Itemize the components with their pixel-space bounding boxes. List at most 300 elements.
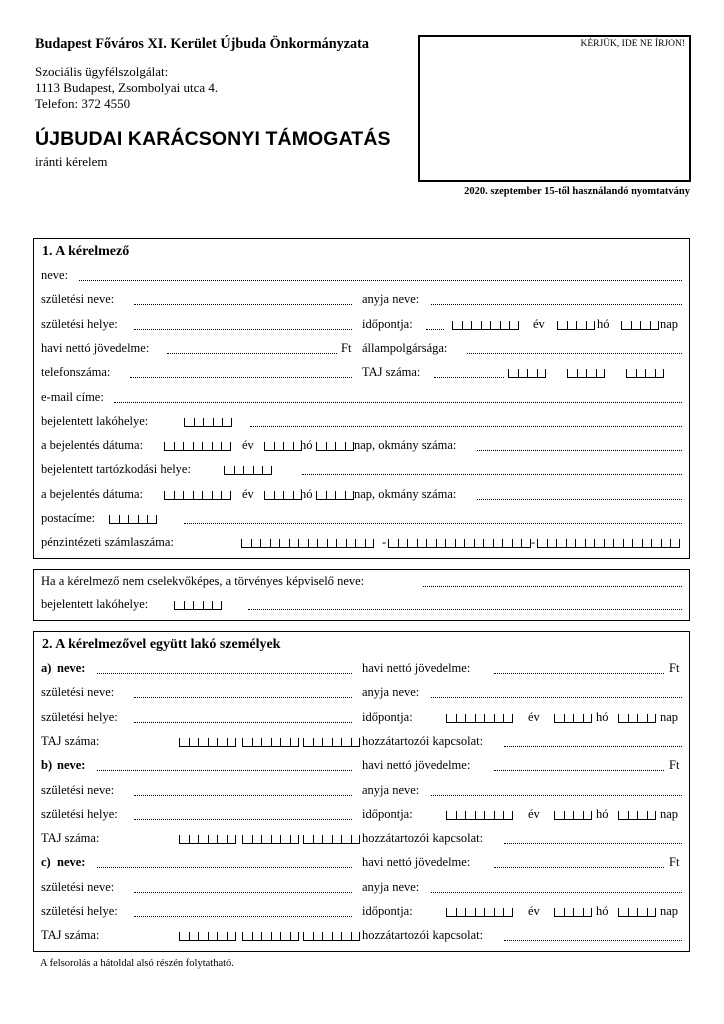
digit-box[interactable]	[283, 442, 293, 451]
digit-box[interactable]	[217, 738, 227, 747]
income-label: havi nettó jövedelme:	[362, 758, 471, 772]
digit-box[interactable]	[631, 321, 641, 330]
digit-box[interactable]	[227, 835, 237, 844]
digit-box[interactable]	[252, 738, 262, 747]
digit-box[interactable]	[475, 908, 485, 917]
year-boxes[interactable]	[446, 811, 513, 820]
income-field[interactable]	[494, 673, 664, 674]
postal-code-boxes[interactable]	[174, 601, 222, 610]
income-field[interactable]	[167, 353, 337, 354]
digit-box[interactable]	[308, 539, 318, 548]
separator-dash: -	[382, 535, 387, 549]
digit-box[interactable]	[271, 738, 281, 747]
digit-box[interactable]	[316, 491, 326, 500]
digit-box[interactable]	[436, 539, 446, 548]
digit-box[interactable]	[604, 539, 614, 548]
digit-box[interactable]	[567, 321, 577, 330]
digit-box[interactable]	[585, 539, 595, 548]
digit-box[interactable]	[494, 811, 504, 820]
digit-box[interactable]	[243, 466, 253, 475]
taj-dots[interactable]	[434, 377, 504, 378]
relation-field[interactable]	[504, 746, 682, 747]
digit-box[interactable]	[193, 491, 203, 500]
digit-box[interactable]	[336, 539, 346, 548]
digit-box[interactable]	[335, 491, 345, 500]
day-boxes[interactable]	[618, 714, 656, 723]
digit-box[interactable]	[270, 539, 280, 548]
digit-box[interactable]	[474, 539, 484, 548]
digit-box[interactable]	[193, 601, 203, 610]
digit-box[interactable]	[554, 908, 564, 917]
digit-box[interactable]	[417, 539, 427, 548]
digit-box[interactable]	[322, 835, 332, 844]
digit-box[interactable]	[164, 491, 174, 500]
month-label: hó	[597, 317, 610, 331]
digit-box[interactable]	[189, 835, 199, 844]
digit-box[interactable]	[475, 811, 485, 820]
postal-code-boxes[interactable]	[184, 418, 232, 427]
digit-box[interactable]	[109, 515, 119, 524]
digit-box[interactable]	[446, 811, 456, 820]
digit-box[interactable]	[341, 932, 351, 941]
digit-box[interactable]	[456, 714, 466, 723]
digit-box[interactable]	[345, 491, 355, 500]
month-boxes[interactable]	[264, 491, 302, 500]
digit-box[interactable]	[198, 835, 208, 844]
digit-box[interactable]	[647, 908, 657, 917]
digit-box[interactable]	[503, 908, 513, 917]
form-title: ÚJBUDAI KARÁCSONYI TÁMOGATÁS	[35, 128, 391, 150]
digit-box[interactable]	[465, 714, 475, 723]
digit-box[interactable]	[503, 811, 513, 820]
digit-box[interactable]	[193, 442, 203, 451]
digit-box[interactable]	[637, 811, 647, 820]
digit-box[interactable]	[583, 714, 593, 723]
digit-box[interactable]	[576, 321, 586, 330]
digit-box[interactable]	[554, 811, 564, 820]
citizenship-field[interactable]	[467, 353, 682, 354]
digit-box[interactable]	[317, 539, 327, 548]
digit-box[interactable]	[475, 714, 485, 723]
digit-box[interactable]	[484, 908, 494, 917]
digit-box[interactable]	[647, 811, 657, 820]
digit-box[interactable]	[313, 932, 323, 941]
postal-code-boxes[interactable]	[109, 515, 157, 524]
digit-box[interactable]	[645, 369, 655, 378]
residence-field[interactable]	[250, 426, 682, 427]
digit-box[interactable]	[573, 908, 583, 917]
digit-box[interactable]	[198, 932, 208, 941]
mother-name-field[interactable]	[431, 304, 682, 305]
digit-box[interactable]	[351, 932, 361, 941]
digit-box[interactable]	[464, 539, 474, 548]
digit-box[interactable]	[164, 442, 174, 451]
digit-box[interactable]	[326, 442, 336, 451]
digit-box[interactable]	[623, 539, 633, 548]
year-boxes[interactable]	[452, 321, 519, 330]
digit-box[interactable]	[452, 321, 462, 330]
digit-box[interactable]	[332, 932, 342, 941]
digit-box[interactable]	[503, 714, 513, 723]
digit-box[interactable]	[242, 738, 252, 747]
digit-box[interactable]	[564, 714, 574, 723]
digit-box[interactable]	[407, 539, 417, 548]
digit-box[interactable]	[290, 738, 300, 747]
digit-box[interactable]	[547, 539, 557, 548]
digit-box[interactable]	[313, 835, 323, 844]
digit-box[interactable]	[471, 321, 481, 330]
person-name-field[interactable]	[97, 867, 352, 868]
digit-box[interactable]	[184, 418, 194, 427]
digit-box[interactable]	[280, 932, 290, 941]
digit-box[interactable]	[465, 811, 475, 820]
digit-box[interactable]	[483, 539, 493, 548]
digit-box[interactable]	[274, 442, 284, 451]
digit-box[interactable]	[261, 738, 271, 747]
digit-box[interactable]	[577, 369, 587, 378]
taj-boxes-1[interactable]	[179, 738, 236, 747]
digit-box[interactable]	[456, 908, 466, 917]
digit-box[interactable]	[509, 321, 519, 330]
legal-rep-name-field[interactable]	[423, 586, 682, 587]
digit-box[interactable]	[208, 932, 218, 941]
taj-boxes-1[interactable]	[179, 932, 236, 941]
digit-box[interactable]	[280, 738, 290, 747]
digit-box[interactable]	[322, 932, 332, 941]
digit-box[interactable]	[518, 369, 528, 378]
digit-box[interactable]	[583, 908, 593, 917]
day-boxes[interactable]	[316, 491, 354, 500]
digit-box[interactable]	[637, 908, 647, 917]
birth-place-field[interactable]	[134, 329, 352, 330]
digit-box[interactable]	[260, 539, 270, 548]
digit-box[interactable]	[212, 491, 222, 500]
month-boxes[interactable]	[264, 442, 302, 451]
year-label: év	[242, 438, 254, 452]
digit-box[interactable]	[618, 714, 628, 723]
digit-box[interactable]	[253, 466, 263, 475]
digit-box[interactable]	[583, 811, 593, 820]
digit-box[interactable]	[661, 539, 671, 548]
digit-box[interactable]	[628, 908, 638, 917]
digit-box[interactable]	[264, 442, 274, 451]
digit-box[interactable]	[596, 369, 606, 378]
digit-box[interactable]	[313, 738, 323, 747]
postal-field[interactable]	[184, 523, 682, 524]
digit-box[interactable]	[322, 738, 332, 747]
digit-box[interactable]	[493, 539, 503, 548]
digit-box[interactable]	[567, 369, 577, 378]
digit-box[interactable]	[234, 466, 244, 475]
digit-box[interactable]	[642, 539, 652, 548]
birth-name-field[interactable]	[134, 304, 352, 305]
digit-box[interactable]	[194, 418, 204, 427]
birth-name-field[interactable]	[134, 697, 352, 698]
taj-boxes-3[interactable]	[303, 932, 360, 941]
digit-box[interactable]	[242, 932, 252, 941]
month-boxes[interactable]	[554, 811, 592, 820]
birth-name-field[interactable]	[134, 892, 352, 893]
digit-box[interactable]	[481, 321, 491, 330]
day-boxes[interactable]	[618, 908, 656, 917]
taj-boxes-1[interactable]	[508, 369, 546, 378]
digit-box[interactable]	[327, 539, 337, 548]
digit-box[interactable]	[426, 539, 436, 548]
digit-box[interactable]	[303, 835, 313, 844]
mother-name-field[interactable]	[431, 795, 682, 796]
digit-box[interactable]	[242, 835, 252, 844]
digit-box[interactable]	[290, 835, 300, 844]
digit-box[interactable]	[252, 835, 262, 844]
digit-box[interactable]	[355, 539, 365, 548]
digit-box[interactable]	[264, 491, 274, 500]
year-boxes[interactable]	[164, 442, 231, 451]
digit-box[interactable]	[586, 369, 596, 378]
digit-box[interactable]	[640, 321, 650, 330]
section-title: 2. A kérelmezővel együtt lakó személyek	[42, 637, 281, 652]
month-boxes[interactable]	[554, 908, 592, 917]
digit-box[interactable]	[262, 466, 272, 475]
digit-box[interactable]	[564, 908, 574, 917]
digit-box[interactable]	[213, 418, 223, 427]
digit-box[interactable]	[189, 738, 199, 747]
digit-box[interactable]	[274, 491, 284, 500]
digit-box[interactable]	[202, 442, 212, 451]
digit-box[interactable]	[494, 908, 504, 917]
digit-box[interactable]	[224, 466, 234, 475]
digit-box[interactable]	[326, 491, 336, 500]
taj-boxes-3[interactable]	[303, 835, 360, 844]
mother-name-field[interactable]	[431, 697, 682, 698]
birth-place-field[interactable]	[134, 819, 352, 820]
digit-box[interactable]	[332, 738, 342, 747]
digit-box[interactable]	[628, 811, 638, 820]
digit-box[interactable]	[227, 932, 237, 941]
digit-box[interactable]	[556, 539, 566, 548]
digit-box[interactable]	[346, 539, 356, 548]
digit-box[interactable]	[502, 539, 512, 548]
email-field[interactable]	[114, 402, 682, 403]
digit-box[interactable]	[174, 491, 184, 500]
digit-box[interactable]	[351, 738, 361, 747]
digit-box[interactable]	[575, 539, 585, 548]
digit-box[interactable]	[655, 369, 665, 378]
digit-box[interactable]	[484, 714, 494, 723]
digit-box[interactable]	[261, 932, 271, 941]
digit-box[interactable]	[298, 539, 308, 548]
year-boxes[interactable]	[446, 908, 513, 917]
digit-box[interactable]	[261, 835, 271, 844]
relation-field[interactable]	[504, 843, 682, 844]
digit-box[interactable]	[341, 835, 351, 844]
digit-box[interactable]	[203, 418, 213, 427]
digit-box[interactable]	[651, 539, 661, 548]
digit-box[interactable]	[521, 539, 531, 548]
digit-box[interactable]	[138, 515, 148, 524]
day-boxes[interactable]	[618, 811, 656, 820]
digit-box[interactable]	[508, 369, 518, 378]
month-boxes[interactable]	[557, 321, 595, 330]
digit-box[interactable]	[621, 321, 631, 330]
digit-box[interactable]	[335, 442, 345, 451]
mother-name-field[interactable]	[431, 892, 682, 893]
digit-box[interactable]	[527, 369, 537, 378]
doc-number-field[interactable]	[477, 499, 682, 500]
income-field[interactable]	[494, 867, 664, 868]
digit-box[interactable]	[221, 491, 231, 500]
bank-boxes-1[interactable]	[241, 539, 374, 548]
postal-code-boxes[interactable]	[224, 466, 272, 475]
digit-box[interactable]	[618, 908, 628, 917]
birth-place-field[interactable]	[134, 722, 352, 723]
separator-dash: -	[531, 535, 536, 549]
digit-box[interactable]	[289, 539, 299, 548]
digit-box[interactable]	[456, 811, 466, 820]
digit-box[interactable]	[494, 714, 504, 723]
digit-box[interactable]	[341, 738, 351, 747]
digit-box[interactable]	[208, 835, 218, 844]
digit-box[interactable]	[184, 601, 194, 610]
digit-box[interactable]	[290, 932, 300, 941]
digit-box[interactable]	[573, 811, 583, 820]
digit-box[interactable]	[252, 932, 262, 941]
taj-boxes-2[interactable]	[242, 738, 299, 747]
digit-box[interactable]	[119, 515, 129, 524]
digit-box[interactable]	[537, 369, 547, 378]
digit-box[interactable]	[445, 539, 455, 548]
digit-box[interactable]	[183, 442, 193, 451]
digit-box[interactable]	[217, 932, 227, 941]
relation-field[interactable]	[504, 940, 682, 941]
digit-box[interactable]	[446, 908, 456, 917]
digit-box[interactable]	[398, 539, 408, 548]
legal-rep-residence-field[interactable]	[248, 609, 682, 610]
digit-box[interactable]	[636, 369, 646, 378]
digit-box[interactable]	[512, 539, 522, 548]
doc-number-field[interactable]	[477, 450, 682, 451]
digit-box[interactable]	[303, 738, 313, 747]
taj-boxes-1[interactable]	[179, 835, 236, 844]
digit-box[interactable]	[637, 714, 647, 723]
digit-box[interactable]	[557, 321, 567, 330]
stay-field[interactable]	[302, 474, 682, 475]
taj-boxes-3[interactable]	[303, 738, 360, 747]
digit-box[interactable]	[241, 539, 251, 548]
digit-box[interactable]	[554, 714, 564, 723]
birth-name-field[interactable]	[134, 795, 352, 796]
year-boxes[interactable]	[164, 491, 231, 500]
taj-boxes-2[interactable]	[242, 932, 299, 941]
person-name-field[interactable]	[97, 673, 352, 674]
digit-box[interactable]	[365, 539, 375, 548]
digit-box[interactable]	[183, 491, 193, 500]
digit-box[interactable]	[484, 811, 494, 820]
digit-box[interactable]	[650, 321, 660, 330]
digit-box[interactable]	[280, 835, 290, 844]
digit-box[interactable]	[316, 442, 326, 451]
digit-box[interactable]	[586, 321, 596, 330]
digit-box[interactable]	[670, 539, 680, 548]
name-field[interactable]	[79, 280, 682, 281]
digit-box[interactable]	[222, 418, 232, 427]
digit-box[interactable]	[271, 835, 281, 844]
digit-box[interactable]	[618, 811, 628, 820]
birth-place-field[interactable]	[134, 916, 352, 917]
digit-box[interactable]	[189, 932, 199, 941]
person-name-field[interactable]	[97, 770, 352, 771]
digit-box[interactable]	[388, 539, 398, 548]
digit-box[interactable]	[455, 539, 465, 548]
income-field[interactable]	[494, 770, 664, 771]
income-label: havi nettó jövedelme:	[362, 661, 471, 675]
digit-box[interactable]	[647, 714, 657, 723]
digit-box[interactable]	[345, 442, 355, 451]
digit-box[interactable]	[279, 539, 289, 548]
digit-box[interactable]	[251, 539, 261, 548]
digit-box[interactable]	[462, 321, 472, 330]
digit-box[interactable]	[500, 321, 510, 330]
digit-box[interactable]	[283, 491, 293, 500]
month-boxes[interactable]	[554, 714, 592, 723]
digit-box[interactable]	[573, 714, 583, 723]
digit-box[interactable]	[626, 369, 636, 378]
digit-box[interactable]	[446, 714, 456, 723]
digit-box[interactable]	[179, 932, 189, 941]
digit-box[interactable]	[613, 539, 623, 548]
digit-box[interactable]	[632, 539, 642, 548]
taj-boxes-2[interactable]	[242, 835, 299, 844]
digit-box[interactable]	[332, 835, 342, 844]
digit-box[interactable]	[179, 835, 189, 844]
month-label: hó	[300, 438, 313, 452]
digit-box[interactable]	[490, 321, 500, 330]
digit-box[interactable]	[537, 539, 547, 548]
day-boxes[interactable]	[621, 321, 659, 330]
digit-box[interactable]	[212, 442, 222, 451]
digit-box[interactable]	[202, 491, 212, 500]
digit-box[interactable]	[208, 738, 218, 747]
year-boxes[interactable]	[446, 714, 513, 723]
phone-field[interactable]	[130, 377, 352, 378]
digit-box[interactable]	[174, 601, 184, 610]
taj-boxes-3[interactable]	[626, 369, 664, 378]
form-version-note: 2020. szeptember 15-től használandó nyomtatvány	[464, 186, 690, 197]
digit-box[interactable]	[351, 835, 361, 844]
digit-box[interactable]	[128, 515, 138, 524]
digit-box[interactable]	[628, 714, 638, 723]
digit-box[interactable]	[564, 811, 574, 820]
birth-date-dots[interactable]	[426, 329, 444, 330]
digit-box[interactable]	[303, 932, 313, 941]
digit-box[interactable]	[217, 835, 227, 844]
digit-box[interactable]	[465, 908, 475, 917]
day-boxes[interactable]	[316, 442, 354, 451]
digit-box[interactable]	[179, 738, 189, 747]
digit-box[interactable]	[174, 442, 184, 451]
digit-box[interactable]	[594, 539, 604, 548]
digit-box[interactable]	[198, 738, 208, 747]
digit-box[interactable]	[147, 515, 157, 524]
digit-box[interactable]	[203, 601, 213, 610]
digit-box[interactable]	[566, 539, 576, 548]
digit-box[interactable]	[227, 738, 237, 747]
taj-boxes-2[interactable]	[567, 369, 605, 378]
digit-box[interactable]	[271, 932, 281, 941]
bank-boxes-2[interactable]	[388, 539, 531, 548]
digit-box[interactable]	[221, 442, 231, 451]
digit-box[interactable]	[212, 601, 222, 610]
bank-boxes-3[interactable]	[537, 539, 680, 548]
